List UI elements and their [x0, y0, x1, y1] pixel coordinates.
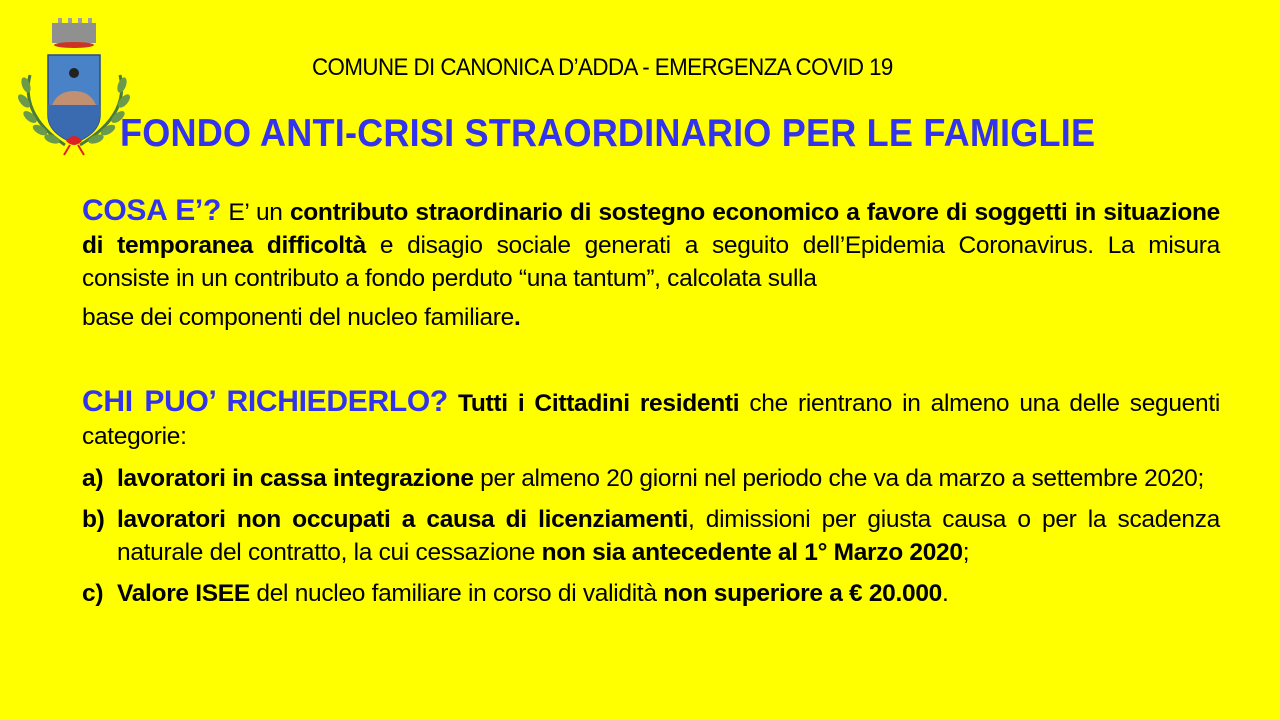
list-marker: c): [82, 580, 104, 607]
text: .: [942, 580, 949, 607]
text: ;: [962, 539, 970, 566]
list-item: [82, 503, 1220, 569]
bold-text: non superiore a € 20.000: [663, 580, 942, 607]
bold-text: .: [514, 304, 521, 331]
text: E’ un: [221, 199, 290, 226]
bold-text: lavoratori in cassa integrazione: [117, 465, 474, 492]
bold-text: Valore ISEE: [117, 580, 250, 607]
municipal-crest-logo: [10, 15, 135, 160]
text: per almeno 20 giorni nel periodo che va da marzo a settembre 2020;: [473, 465, 1204, 492]
section-what-heading: COSA E’?: [82, 194, 221, 227]
list-item: [82, 462, 1220, 495]
section-who-can-apply: [82, 385, 1220, 453]
header-subtitle: COMUNE DI CANONICA D’ADDA - EMERGENZA COVID 19: [312, 54, 893, 81]
text: che rientrano in almeno una delle seguenti categorie:: [82, 390, 1220, 450]
text: e disagio sociale generati a seguito dell’Epidemia Coronavirus. La misura consiste in un contributo a fondo perduto “una tantum”, calcolata sulla: [82, 232, 1220, 292]
text: base dei componenti del nucleo familiare: [82, 304, 514, 331]
list-marker: b): [82, 506, 105, 533]
bold-text: non sia antecedente al 1° Marzo 2020: [541, 539, 963, 566]
bold-text: Tutti i Cittadini residenti: [447, 390, 740, 417]
section-who-heading: CHI PUO’ RICHIEDERLO?: [82, 385, 448, 418]
section-what-it-is: [82, 194, 1220, 334]
eligibility-list: [82, 462, 1220, 618]
text: del nucleo familiare in corso di validità: [249, 580, 664, 607]
bold-text: lavoratori non occupati a causa di licenziamenti: [117, 506, 689, 533]
list-marker: a): [82, 465, 104, 492]
text: , dimissioni per giusta causa o per la scadenza naturale del contratto, la cui cessazione: [117, 506, 1220, 566]
bold-text: contributo straordinario di sostegno economico a favore di soggetti in situazione di temporanea difficoltà: [82, 199, 1220, 259]
list-item: [82, 577, 1220, 610]
page-title: FONDO ANTI-CRISI STRAORDINARIO PER LE FAMIGLIE: [120, 112, 1096, 155]
